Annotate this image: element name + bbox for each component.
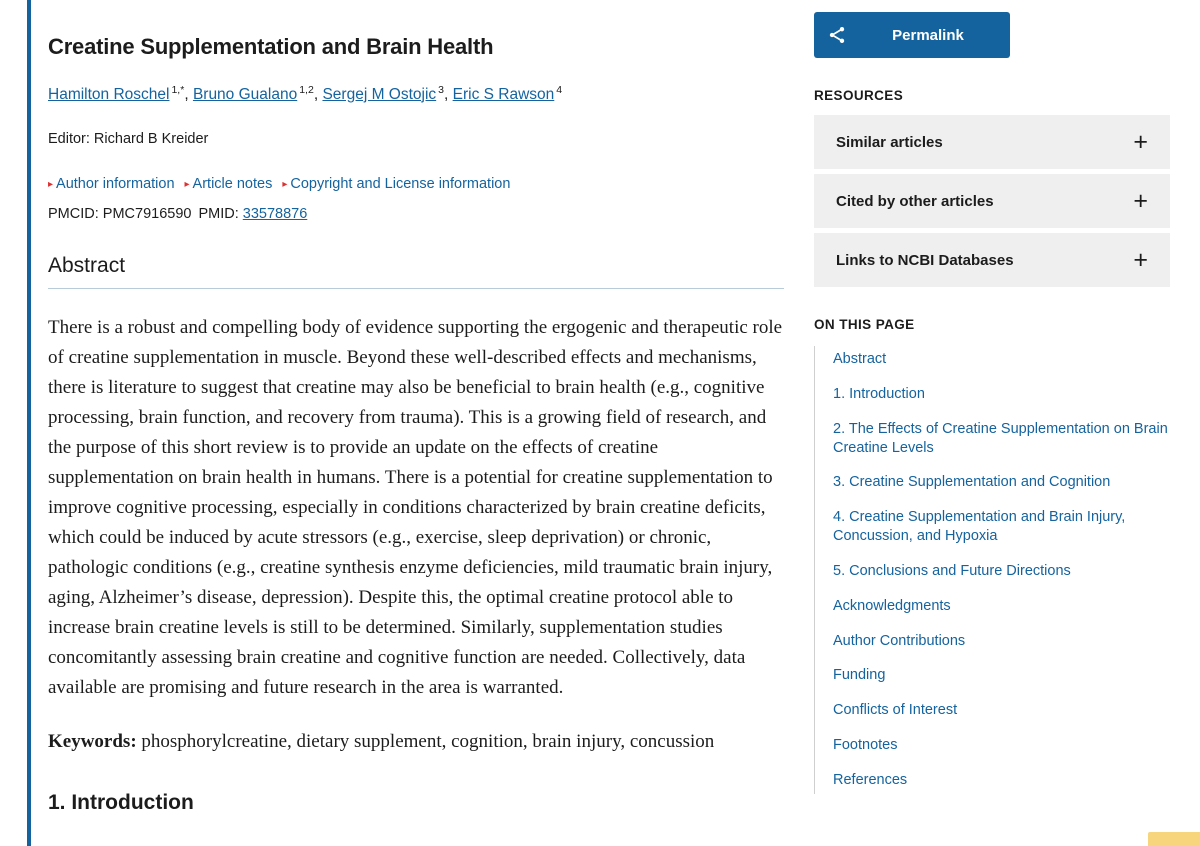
pmcid-label: PMCID: <box>48 206 99 223</box>
right-sidebar <box>814 0 1170 794</box>
toc-item-abstract[interactable]: Abstract <box>833 351 887 367</box>
on-this-page-heading: ON THIS PAGE <box>814 317 915 332</box>
author-separator: , <box>184 85 193 103</box>
author-information-label: Author information <box>56 176 175 193</box>
page-title: Creatine Supplementation and Brain Health <box>48 34 494 59</box>
article-main-column <box>48 0 784 833</box>
plus-icon: + <box>1133 127 1148 156</box>
plus-icon: + <box>1133 186 1148 215</box>
accordion-label: Cited by other articles <box>836 192 994 210</box>
toc-item-brain-injury[interactable]: 4. Creatine Supplementation and Brain Injury, Concussion, and Hypoxia <box>833 509 1126 545</box>
toc-item-cognition[interactable]: 3. Creatine Supplementation and Cognition <box>833 474 1111 491</box>
triangle-right-icon: ▸ <box>282 179 288 191</box>
author-entry <box>192 83 314 103</box>
accordion-cited-by-other-articles[interactable] <box>814 174 1170 228</box>
author-link[interactable]: Sergej M Ostojic <box>322 85 437 103</box>
author-list <box>48 83 784 106</box>
plus-icon: + <box>1133 245 1148 274</box>
author-affiliation-sup: 1,* <box>171 83 185 96</box>
editor-line: Editor: Richard B Kreider <box>48 131 209 148</box>
author-entry <box>48 83 185 103</box>
identifier-row <box>48 206 784 222</box>
author-information-link[interactable] <box>48 176 175 192</box>
accordion-label: Similar articles <box>836 133 943 151</box>
accordion-similar-articles[interactable] <box>814 115 1170 169</box>
bottom-right-accent-bar <box>1148 832 1200 846</box>
accordion-label: Links to NCBI Databases <box>836 251 1014 269</box>
keywords-line <box>48 731 784 753</box>
share-icon <box>814 25 860 45</box>
article-notes-link[interactable] <box>185 176 273 192</box>
permalink-button[interactable] <box>814 12 1010 58</box>
keywords-value: phosphorylcreatine, dietary supplement, cognition, brain injury, concussion <box>141 731 715 753</box>
copyright-license-label: Copyright and License information <box>290 176 511 193</box>
abstract-heading: Abstract <box>48 254 784 289</box>
copyright-license-link[interactable] <box>282 176 510 192</box>
pmcid-value: PMC7916590 <box>102 206 192 223</box>
author-affiliation-sup: 3 <box>438 83 444 96</box>
triangle-right-icon: ▸ <box>48 179 54 191</box>
disclosure-links <box>48 175 784 194</box>
toc-item-conclusions[interactable]: 5. Conclusions and Future Directions <box>833 562 1071 579</box>
permalink-label: Permalink <box>892 26 964 44</box>
author-entry <box>322 83 444 103</box>
author-separator: , <box>313 85 323 103</box>
toc-item-funding[interactable]: Funding <box>833 667 886 684</box>
toc-item-author-contributions[interactable]: Author Contributions <box>833 632 966 649</box>
toc-item-introduction[interactable]: 1. Introduction <box>833 385 925 402</box>
pmid-link[interactable]: 33578876 <box>242 206 308 223</box>
article-notes-label: Article notes <box>192 176 273 193</box>
author-separator: , <box>444 85 453 103</box>
author-affiliation-sup: 1,2 <box>299 83 314 96</box>
accordion-links-to-ncbi-databases[interactable] <box>814 233 1170 287</box>
keywords-label: Keywords: <box>48 731 137 753</box>
author-affiliation-sup: 4 <box>556 83 563 96</box>
pmid-label: PMID: <box>198 206 239 223</box>
table-of-contents <box>814 346 1170 794</box>
toc-item-brain-creatine-levels[interactable]: 2. The Effects of Creatine Supplementation on Brain Creatine Levels <box>833 420 1168 456</box>
toc-item-references[interactable]: References <box>833 771 908 788</box>
author-link[interactable]: Hamilton Roschel <box>48 85 170 103</box>
toc-item-acknowledgments[interactable]: Acknowledgments <box>833 597 951 614</box>
resources-accordion <box>814 115 1170 287</box>
introduction-heading: 1. Introduction <box>48 791 194 815</box>
author-link[interactable]: Eric S Rawson <box>452 85 555 103</box>
toc-item-footnotes[interactable]: Footnotes <box>833 737 898 754</box>
author-link[interactable]: Bruno Gualano <box>192 85 298 103</box>
triangle-right-icon: ▸ <box>184 179 190 191</box>
resources-heading: RESOURCES <box>814 88 904 103</box>
abstract-text: There is a robust and compelling body of evidence supporting the ergogenic and therapeutic role of creatine supplementation in muscle. Beyond these well-described effects and mechanisms, there is literature to suggest that creatine may also be beneficial to brain health (e.g., cognitive processing, brain function, and recovery from trauma). This is a growing field of research, and the purpose of this short review is to provide an update on the effects of creatine supplementation on brain health in humans. There is a potential for creatine supplementation to improve cognitive processing, especially in conditions characterized by brain creatine deficits, which could be induced by acute stressors (e.g., exercise, sleep deprivation) or chronic, pathologic conditions (e.g., creatine synthesis enzyme deficiencies, mild traumatic brain injury, aging, Alzheimer’s disease, depression). Despite this, the optimal creatine protocol able to increase brain creatine levels is still to be determined. Similarly, supplementation studies concomitantly assessing brain creatine and cognitive function are needed. Collectively, data available are promising and future research in the area is warranted. <box>48 317 783 699</box>
author-entry <box>452 83 563 103</box>
toc-item-conflicts-of-interest[interactable]: Conflicts of Interest <box>833 702 958 719</box>
